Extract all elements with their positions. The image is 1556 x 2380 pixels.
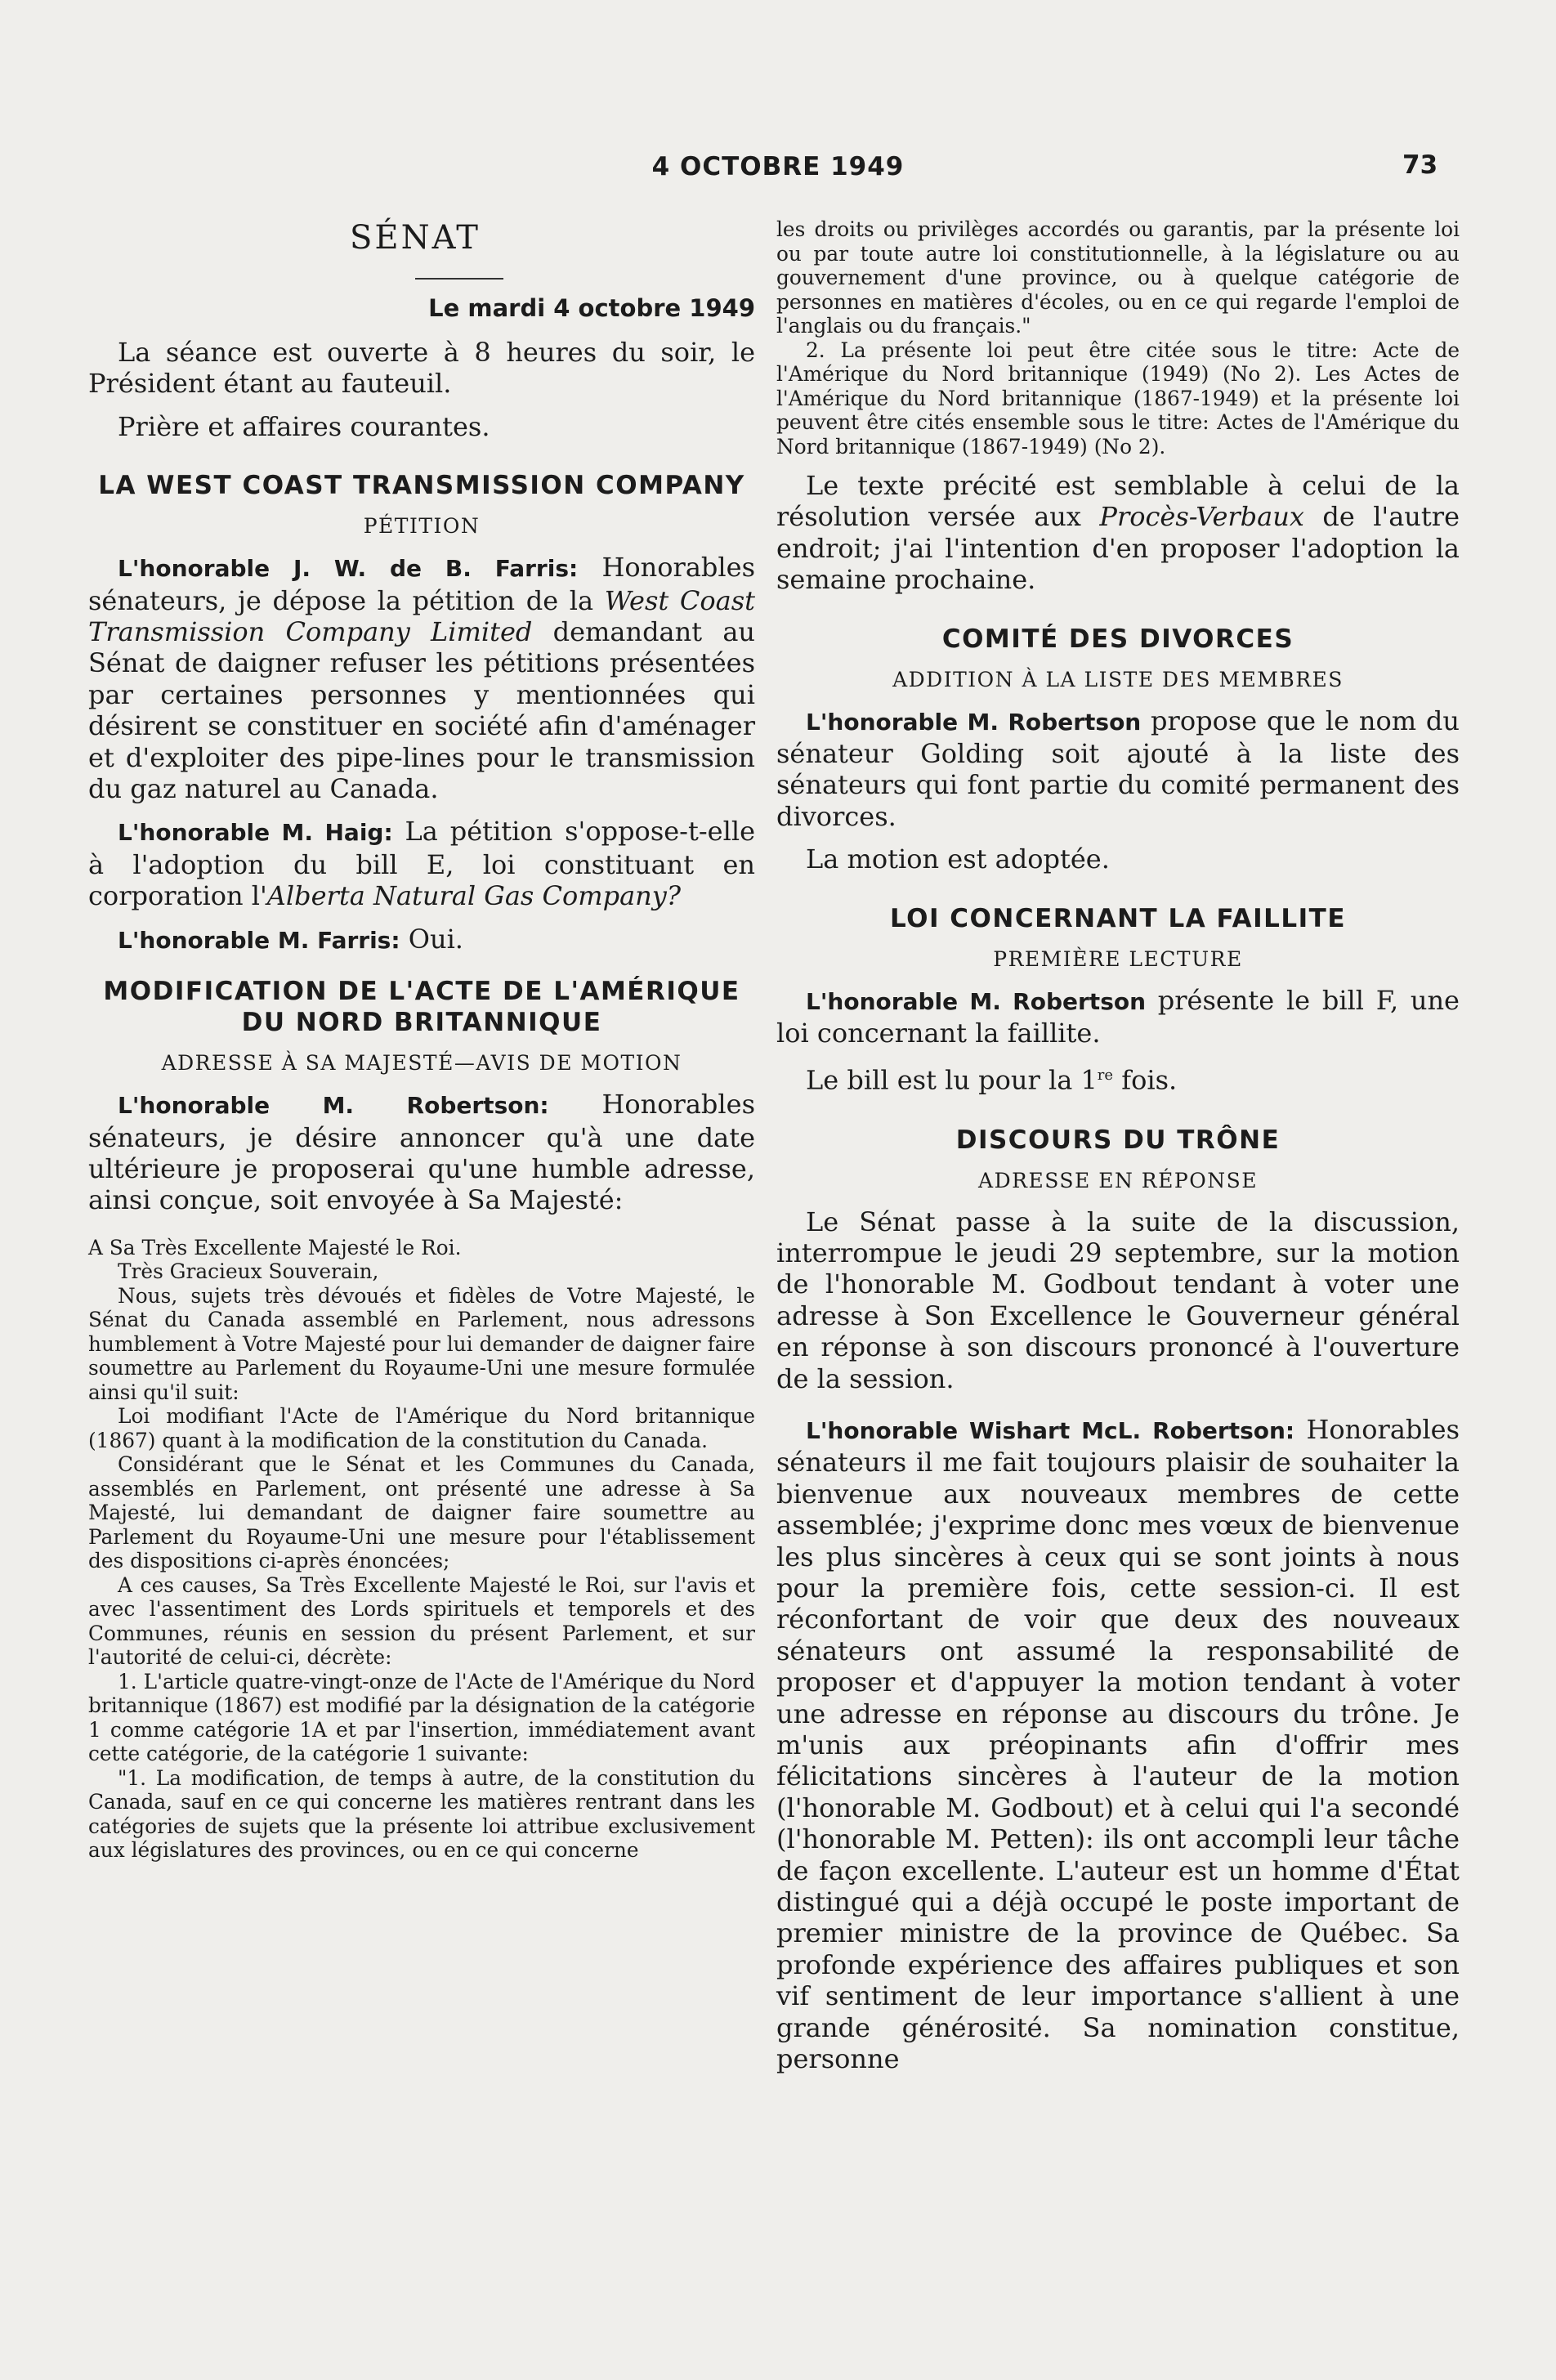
subsection-members: ADDITION À LA LISTE DES MEMBRES: [892, 667, 1344, 691]
speaker-name: L'honorable M. Robertson:: [118, 1092, 549, 1120]
opening-paragraph: La séance est ouverte à 8 heures du soir, le Président étant au fauteuil.: [88, 337, 755, 400]
haig-question-paragraph: L'honorable M. Haig: La pétition s'oppose-t-elle à l'adoption du bill E, loi constituant en corporation l'Alberta Natural Gas Company?: [88, 816, 755, 912]
address-continuation: les droits ou privilèges accordés ou garantis, par la présente loi ou par toute autre loi constitutionnelle, à la législature ou au gouvernement d'une province, ou à quelque catégorie de personnes en matières d'écoles, ou en ce qui regarde l'emploi de l'anglais ou du français.": [776, 217, 1460, 338]
address-short-title: 2. La présente loi peut être citée sous le titre: Acte de l'Amérique du Nord britannique (1949) (No 2). Les Actes de l'Amérique du Nord britannique (1867-1949) et la présente loi peuvent être cités ensemble sous le titre: Actes de l'Amérique du Nord britannique (1867-1949) (No 2).: [776, 338, 1460, 459]
speaker-name: L'honorable Wishart McL. Robertson:: [806, 1416, 1295, 1444]
section-title-divorces: COMITÉ DES DIVORCES: [941, 624, 1294, 654]
texte-paragraph: Le texte précité est semblable à celui de la résolution versée aux Procès-Verbaux de l'autre endroit; j'ai l'intention d'en proposer l'adoption la semaine prochaine.: [776, 470, 1460, 596]
motion-adopted: La motion est adoptée.: [806, 843, 1110, 875]
prayers-paragraph: Prière et affaires courantes.: [118, 410, 490, 442]
subsection-reply: ADRESSE EN RÉPONSE: [978, 1168, 1258, 1192]
speaker-name: L'honorable J. W. de B. Farris:: [118, 555, 579, 583]
speaker-name: L'honorable M. Robertson: [806, 708, 1142, 736]
address-greeting: Très Gracieux Souverain,: [118, 1259, 379, 1284]
page-number: 73: [1402, 150, 1438, 180]
subsection-first-reading: PREMIÈRE LECTURE: [993, 946, 1243, 971]
running-header-date: 4 OCTOBRE 1949: [651, 152, 905, 181]
address-paragraph: "1. La modification, de temps à autre, de la constitution du Canada, sauf en ce qui concerne les matières rentrant dans les catégories de sujets que la présente loi attribue exclusivement aux législatures des provinces, ou en ce qui concerne: [88, 1765, 755, 1863]
farris-answer-paragraph: L'honorable M. Farris: Oui.: [118, 923, 463, 955]
left-column: [88, 219, 755, 1863]
farris-petition-paragraph: L'honorable J. W. de B. Farris: Honorables sénateurs, je dépose la pétition de la West Coast Transmission Company Limited demandant au Sénat de daigner refuser les pétitions présentées par certaines personnes y mentionnées qui désirent se constituer en société afin d'aménager et d'exploiter des pipe-lines pour le transmission du gaz naturel au Canada.: [88, 552, 756, 805]
chamber-title: SÉNAT: [350, 219, 481, 257]
robertson-notice-paragraph: L'honorable M. Robertson: Honorables sénateurs, je désire annoncer qu'à une date ultérieure je proposerai qu'une humble adresse, ainsi conçue, soit envoyée à Sa Majesté:: [88, 1089, 756, 1216]
address-paragraph: Nous, sujets très dévoués et fidèles de Votre Majesté, le Sénat du Canada assemblé en Parlement, nous adressons humblement à Votre Majesté pour lui demander de daigner faire soumettre au Parlement du Royaume-Uni une mesure formulée ainsi qu'il suit:: [88, 1283, 755, 1404]
title-rule: [415, 278, 503, 280]
sitting-date: Le mardi 4 octobre 1949: [428, 294, 755, 322]
address-paragraph: 1. L'article quatre-vingt-onze de l'Acte de l'Amérique du Nord britannique (1867) est modifié par la désignation de la catégorie 1 comme catégorie 1A et par l'insertion, immédiatement avant cette catégorie, de la catégorie 1 suivante:: [88, 1669, 755, 1766]
section-title-west-coast: LA WEST COAST TRANSMISSION COMPANY: [98, 471, 745, 501]
address-paragraph: Loi modifiant l'Acte de l'Amérique du Nord britannique (1867) quant à la modification de la constitution du Canada.: [88, 1404, 755, 1452]
section-title-bankruptcy: LOI CONCERNANT LA FAILLITE: [889, 903, 1347, 933]
robertson-divorce-paragraph: L'honorable M. Robertson propose que le nom du sénateur Golding soit ajouté à la liste des sénateurs qui font partie du comité permanent des divorces.: [776, 705, 1460, 832]
speaker-name: L'honorable M. Robertson: [806, 987, 1147, 1015]
right-column: [776, 217, 1460, 2075]
wishart-robertson-paragraph: L'honorable Wishart McL. Robertson: Honorables sénateurs il me fait toujours plaisir de souhaiter la bienvenue aux nouveaux membres de cette assemblée; j'exprime donc mes vœux de bienvenue les plus sincères à ceux qui se sont joints à nous pour la première fois, cette session-ci. Il est réconfortant de voir que deux des nouveaux sénateurs ont assumé la responsabilité de proposer et d'appuyer la motion tendant à voter une adresse en réponse au discours du trône. Je m'unis aux préopinants afin d'offrir mes félicitations sincères à l'auteur de la motion (l'honorable M. Godbout) et à celui qui l'a secondé (l'honorable M. Petten): ils ont accompli leur tâche de façon excellente. L'auteur est un homme d'État distingué qui a déjà occupé le poste important de premier ministre de la province de Québec. Sa profonde expérience des affaires publiques et son vif sentiment de leur importance s'allient à une grande générosité. Sa nomination constitue, personne: [776, 1413, 1460, 2075]
speaker-name: L'honorable M. Haig:: [118, 819, 393, 847]
section-title-bna-act: MODIFICATION DE L'ACTE DE L'AMÉRIQUE DU NORD BRITANNIQUE: [103, 977, 740, 1038]
speaker-name: L'honorable M. Farris:: [118, 926, 400, 954]
bill-read-paragraph: Le bill est lu pour la 1re fois.: [806, 1065, 1178, 1097]
address-paragraph: A ces causes, Sa Très Excellente Majesté le Roi, sur l'avis et avec l'assentiment des Lords spirituels et temporels et des Communes, réunis en session du présent Parlement, et sur l'autorité de celui-ci, décrète:: [88, 1572, 755, 1670]
subsection-address: ADRESSE À SA MAJESTÉ—AVIS DE MOTION: [161, 1051, 682, 1076]
address-paragraph: Considérant que le Sénat et les Communes du Canada, assemblés en Parlement, ont présenté une adresse à Sa Majesté, lui demandant de daigner faire soumettre au Parlement du Royaume-Uni une mesure pour l'établissement des dispositions ci-après énoncées;: [88, 1452, 755, 1573]
section-title-throne-speech: DISCOURS DU TRÔNE: [955, 1125, 1281, 1155]
debate-paragraph: Le Sénat passe à la suite de la discussion, interrompue le jeudi 29 septembre, sur la motion de l'honorable M. Godbout tendant à voter une adresse à Son Excellence le Gouverneur général en réponse à son discours prononcé à l'ouverture de la session.: [776, 1206, 1460, 1394]
robertson-bill-paragraph: L'honorable M. Robertson présente le bill F, une loi concernant la faillite.: [776, 984, 1460, 1049]
address-salutation: A Sa Très Excellente Majesté le Roi.: [88, 1235, 462, 1259]
subsection-petition: PÉTITION: [363, 514, 481, 539]
